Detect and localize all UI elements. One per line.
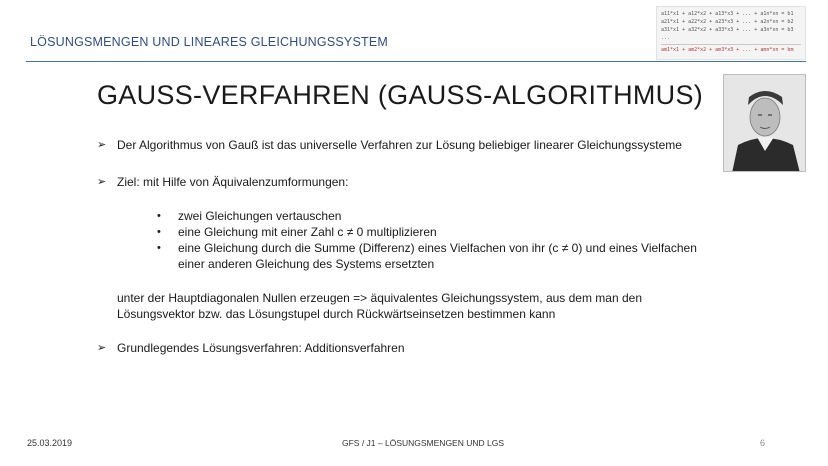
section-title: LÖSUNGSMENGEN UND LINEARES GLEICHUNGSSYSTEM	[30, 35, 388, 49]
dot-bullet-icon: •	[157, 242, 161, 254]
arrow-bullet-icon: ➢	[97, 342, 107, 354]
equation-line: a11*x1 + a12*x2 + a13*x3 + ... + a1n*xn = b1	[661, 11, 794, 17]
sub-item-text: zwei Gleichungen vertauschen	[178, 209, 342, 223]
sub-list-item	[157, 240, 717, 272]
bullet-item	[97, 137, 682, 153]
sub-list-item	[157, 224, 717, 240]
sub-list	[157, 208, 717, 272]
equation-line: a31*x1 + a32*x2 + a33*x3 + ... + a3n*xn = b3	[661, 27, 794, 33]
header-divider	[26, 61, 806, 62]
bullet-text: Grundlegendes Lösungsverfahren: Additionsverfahren	[117, 341, 405, 355]
page-number: 6	[760, 438, 766, 448]
sub-list-item	[157, 208, 717, 224]
portrait-gauss-icon	[724, 75, 806, 172]
body-paragraph: unter der Hauptdiagonalen Nullen erzeugen => äquivalentes Gleichungssystem, aus dem man den Lösungsvektor bzw. das Lösungstupel durch Rückwärtseinsetzen bestimmen kann	[117, 291, 642, 321]
equation-system-image	[656, 6, 806, 60]
dot-bullet-icon: •	[157, 226, 161, 238]
sub-item-text: eine Gleichung mit einer Zahl c ≠ 0 multiplizieren	[178, 225, 437, 239]
portrait-image	[723, 74, 806, 172]
dot-bullet-icon: •	[157, 210, 161, 222]
footer-title: GFS / J1 – LÖSUNGSMENGEN UND LGS	[342, 438, 505, 448]
equation-line: ...	[661, 35, 671, 41]
bullet-item	[97, 174, 348, 190]
sub-item-text: eine Gleichung durch die Summe (Differenz) eines Vielfachen von ihr (c ≠ 0) und eines Vielfachen einer anderen Gleichung des Systems ersetzten	[178, 241, 697, 271]
bullet-item	[97, 340, 405, 356]
arrow-bullet-icon: ➢	[97, 139, 107, 151]
equation-line: a21*x1 + a22*x2 + a23*x3 + ... + a2n*xn = b2	[661, 19, 794, 25]
equation-line: am1*x1 + am2*x2 + am3*x3 + ... + amn*xn = bm	[661, 44, 801, 54]
footer-date: 25.03.2019	[27, 438, 73, 448]
bullet-text: Ziel: mit Hilfe von Äquivalenzumformungen:	[117, 175, 349, 189]
arrow-bullet-icon: ➢	[97, 176, 107, 188]
page-title: GAUSS-VERFAHREN (GAUSS-ALGORITHMUS)	[97, 80, 704, 110]
bullet-text: Der Algorithmus von Gauß ist das universelle Verfahren zur Lösung beliebiger linearer Gleichungssysteme	[117, 138, 682, 152]
